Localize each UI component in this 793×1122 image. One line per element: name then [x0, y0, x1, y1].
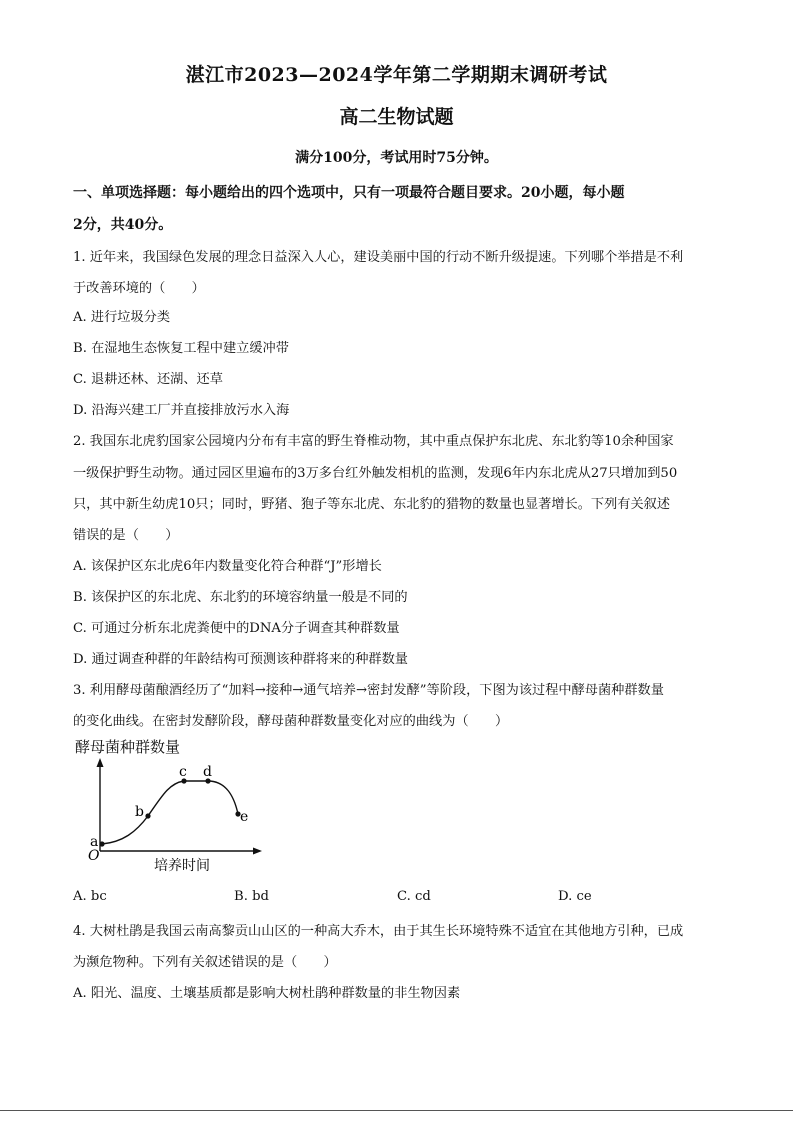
q1-option-b: B. 在湿地生态恢复工程中建立缓冲带	[73, 341, 289, 356]
chart-ylabel: 酵母菌种群数量	[75, 738, 181, 756]
q3-option-c: C. cd	[397, 889, 431, 904]
q2-stem-line2: 一级保护野生动物。通过园区里遍布的3万多台红外触发相机的监测，发现6年内东北虎从27只增加到50	[73, 466, 678, 481]
chart-xlabel: 培养时间	[154, 858, 210, 874]
q1-option-c: C. 退耕还林、还湖、还草	[73, 372, 223, 387]
section-heading-line2: 2分，共40分。	[73, 217, 173, 233]
label-b: b	[135, 804, 144, 820]
exam-note: 满分100分，考试用时75分钟。	[295, 150, 498, 166]
q1-option-a: A. 进行垃圾分类	[73, 310, 171, 325]
point-b	[145, 813, 150, 818]
y-axis-arrow	[97, 758, 104, 767]
q2-option-d: D. 通过调查种群的年龄结构可预测该种群将来的种群数量	[73, 652, 408, 667]
growth-curve	[102, 781, 238, 844]
q2-option-c: C. 可通过分析东北虎粪便中的DNA分子调查其种群数量	[73, 621, 400, 636]
q2-stem-line1: 2. 我国东北虎豹国家公园境内分布有丰富的野生脊椎动物，其中重点保护东北虎、东北豹等10余种国家	[73, 434, 674, 449]
q1-option-d: D. 沿海兴建工厂并直接排放污水入海	[73, 403, 290, 418]
x-axis-arrow	[253, 848, 262, 855]
q3-option-d: D. ce	[558, 889, 592, 904]
label-c: c	[179, 764, 187, 780]
page-bottom-rule	[0, 1110, 793, 1111]
q3-option-b: B. bd	[234, 889, 269, 904]
q4-stem-line1: 4. 大树杜鹃是我国云南高黎贡山山区的一种高大乔木，由于其生长环境特殊不适宜在其他地方引种，已成	[73, 924, 684, 939]
q2-stem-line4: 错误的是（ ）	[73, 528, 179, 543]
q3-stem-line1: 3. 利用酵母菌酿酒经历了“加料→接种→通气培养→密封发酵”等阶段，下图为该过程中酵母菌种群数量	[73, 683, 664, 698]
exam-title: 湛江市2023—2024学年第二学期期末调研考试	[185, 64, 608, 86]
q1-stem-line1: 1. 近年来，我国绿色发展的理念日益深入人心，建设美丽中国的行动不断升级提速。下列哪个举措是不利	[73, 250, 684, 265]
label-origin: O	[88, 848, 100, 864]
q4-option-a: A. 阳光、温度、土壤基质都是影响大树杜鹃种群数量的非生物因素	[73, 986, 461, 1001]
label-e: e	[240, 809, 249, 825]
q3-stem-line2: 的变化曲线。在密封发酵阶段，酵母菌种群数量变化对应的曲线为（ ）	[73, 714, 509, 729]
q3-option-a: A. bc	[73, 889, 107, 904]
section-heading-line1: 一、单项选择题：每小题给出的四个选项中，只有一项最符合题目要求。20小题，每小题	[73, 185, 625, 201]
exam-subtitle: 高二生物试题	[339, 106, 454, 128]
yeast-growth-chart	[78, 756, 278, 876]
q2-option-a: A. 该保护区东北虎6年内数量变化符合种群“J”形增长	[73, 559, 382, 574]
q2-stem-line3: 只，其中新生幼虎10只；同时，野猪、狍子等东北虎、东北豹的猎物的数量也显著增长。下列有关叙述	[73, 497, 671, 512]
label-a: a	[90, 834, 99, 850]
point-a	[99, 841, 104, 846]
label-d: d	[203, 764, 212, 780]
q4-stem-line2: 为濒危物种。下列有关叙述错误的是（ ）	[73, 955, 337, 970]
q2-option-b: B. 该保护区的东北虎、东北豹的环境容纳量一般是不同的	[73, 590, 408, 605]
q1-stem-line2: 于改善环境的（ ）	[73, 281, 205, 296]
